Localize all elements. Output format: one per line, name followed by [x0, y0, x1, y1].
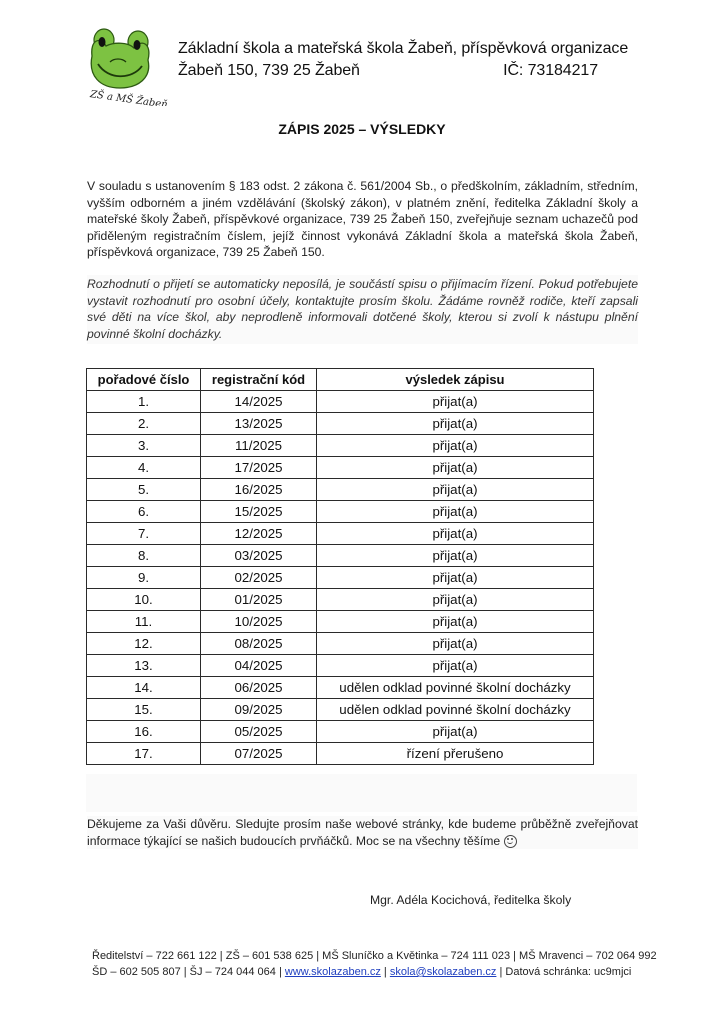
table-row	[87, 655, 594, 677]
enrollment-result: přijat(a)	[317, 523, 594, 545]
table-row	[87, 743, 594, 765]
enrollment-result: přijat(a)	[317, 391, 594, 413]
table-row	[87, 523, 594, 545]
enrollment-result: přijat(a)	[317, 457, 594, 479]
order-number: 10.	[87, 589, 201, 611]
registration-code: 04/2025	[201, 655, 317, 677]
footer-contacts-line: Ředitelství – 722 661 122 | ZŠ – 601 538 625 | MŠ Sluníčko a Květinka – 724 111 023 | MŠ Mravenci – 702 064 992	[92, 950, 657, 962]
enrollment-result: přijat(a)	[317, 633, 594, 655]
closing-text: Děkujeme za Vaši důvěru. Sledujte prosím naše webové stránky, kde budeme průběžně zveřejňovat informace týkající se našich budoucích prvňáčků. Moc se na všechny těšíme	[87, 817, 638, 848]
frog-logo-icon	[86, 26, 168, 106]
enrollment-result: přijat(a)	[317, 567, 594, 589]
registration-code: 05/2025	[201, 721, 317, 743]
order-number: 15.	[87, 699, 201, 721]
header-order-number: pořadové číslo	[87, 369, 201, 391]
notice-paragraph: Rozhodnutí o přijetí se automaticky neposílá, je součástí spisu o přijímacím řízení. Pokud potřebujete vystavit rozhodnutí pro osobní účely, kontaktujte prosím školu. Žádáme rovněž rodiče, kteří zapsali své děti na více škol, aby neprodleně informovali dotčené školy, kterou si zvolí k nástupu plnění povinné školní docházky.	[87, 275, 638, 344]
footer-data-box: | Datová schránka: uc9mjci	[496, 966, 632, 978]
registration-code: 10/2025	[201, 611, 317, 633]
order-number: 8.	[87, 545, 201, 567]
registration-code: 06/2025	[201, 677, 317, 699]
website-link[interactable]: www.skolazaben.cz	[284, 966, 381, 978]
enrollment-result: udělen odklad povinné školní docházky	[317, 699, 594, 721]
enrollment-result: přijat(a)	[317, 589, 594, 611]
table-row	[87, 633, 594, 655]
registration-code: 07/2025	[201, 743, 317, 765]
enrollment-result: udělen odklad povinné školní docházky	[317, 677, 594, 699]
table-row	[87, 545, 594, 567]
enrollment-result: řízení přerušeno	[317, 743, 594, 765]
registration-code: 08/2025	[201, 633, 317, 655]
footer-links-line	[92, 966, 632, 978]
table-row	[87, 589, 594, 611]
email-link[interactable]: skola@skolazaben.cz	[389, 966, 497, 978]
table-row	[87, 501, 594, 523]
organization-address: Žabeň 150, 739 25 Žabeň	[178, 62, 360, 79]
order-number: 11.	[87, 611, 201, 633]
document-title: ZÁPIS 2025 – VÝSLEDKY	[278, 121, 446, 137]
table-row	[87, 611, 594, 633]
closing-paragraph	[87, 816, 638, 849]
organization-name: Základní škola a mateřská škola Žabeň, příspěvková organizace	[178, 40, 629, 57]
order-number: 5.	[87, 479, 201, 501]
order-number: 16.	[87, 721, 201, 743]
organization-ic: IČ: 73184217	[503, 62, 598, 79]
registration-code: 17/2025	[201, 457, 317, 479]
results-table	[86, 368, 594, 765]
order-number: 7.	[87, 523, 201, 545]
order-number: 17.	[87, 743, 201, 765]
enrollment-result: přijat(a)	[317, 413, 594, 435]
school-logo	[86, 26, 168, 106]
table-row	[87, 677, 594, 699]
enrollment-result: přijat(a)	[317, 655, 594, 677]
registration-code: 16/2025	[201, 479, 317, 501]
enrollment-result: přijat(a)	[317, 721, 594, 743]
registration-code: 15/2025	[201, 501, 317, 523]
order-number: 1.	[87, 391, 201, 413]
order-number: 6.	[87, 501, 201, 523]
order-number: 4.	[87, 457, 201, 479]
header-enrollment-result: výsledek zápisu	[317, 369, 594, 391]
header-registration-code: registrační kód	[201, 369, 317, 391]
registration-code: 03/2025	[201, 545, 317, 567]
registration-code: 12/2025	[201, 523, 317, 545]
table-row	[87, 435, 594, 457]
table-row	[87, 479, 594, 501]
footer-separator: |	[380, 966, 390, 978]
enrollment-result: přijat(a)	[317, 435, 594, 457]
enrollment-result: přijat(a)	[317, 545, 594, 567]
table-row	[87, 391, 594, 413]
table-row	[87, 721, 594, 743]
table-row	[87, 567, 594, 589]
footer-phones: ŠD – 602 505 807 | ŠJ – 724 044 064 |	[92, 966, 285, 978]
registration-code: 13/2025	[201, 413, 317, 435]
smiley-icon	[504, 835, 517, 848]
enrollment-result: přijat(a)	[317, 501, 594, 523]
order-number: 12.	[87, 633, 201, 655]
registration-code: 02/2025	[201, 567, 317, 589]
table-row	[87, 457, 594, 479]
table-header-row	[87, 369, 594, 391]
order-number: 13.	[87, 655, 201, 677]
enrollment-result: přijat(a)	[317, 479, 594, 501]
signature: Mgr. Adéla Kocichová, ředitelka školy	[370, 893, 572, 907]
order-number: 9.	[87, 567, 201, 589]
spacer-shading	[86, 774, 637, 812]
order-number: 3.	[87, 435, 201, 457]
svg-text:ZŠ a MŠ Žabeň: ZŠ a MŠ Žabeň	[89, 89, 168, 106]
registration-code: 09/2025	[201, 699, 317, 721]
organization-address-line	[178, 62, 598, 80]
registration-code: 01/2025	[201, 589, 317, 611]
registration-code: 11/2025	[201, 435, 317, 457]
order-number: 14.	[87, 677, 201, 699]
registration-code: 14/2025	[201, 391, 317, 413]
table-row	[87, 413, 594, 435]
intro-paragraph: V souladu s ustanovením § 183 odst. 2 zákona č. 561/2004 Sb., o předškolním, základním, středním, vyšším odborném a jiném vzdělávání (školský zákon), v platném znění, ředitelka Základní školy a mateřské školy Žabeň, příspěvkové organizace, 739 25 Žabeň 150, zveřejňuje seznam uchazečů pod přiděleným registračním číslem, jejíž činnost vykonává Základní škola a mateřská škola Žabeň, příspěvková organizace, 739 25 Žabeň 150.	[87, 179, 638, 260]
table-row	[87, 699, 594, 721]
order-number: 2.	[87, 413, 201, 435]
enrollment-result: přijat(a)	[317, 611, 594, 633]
